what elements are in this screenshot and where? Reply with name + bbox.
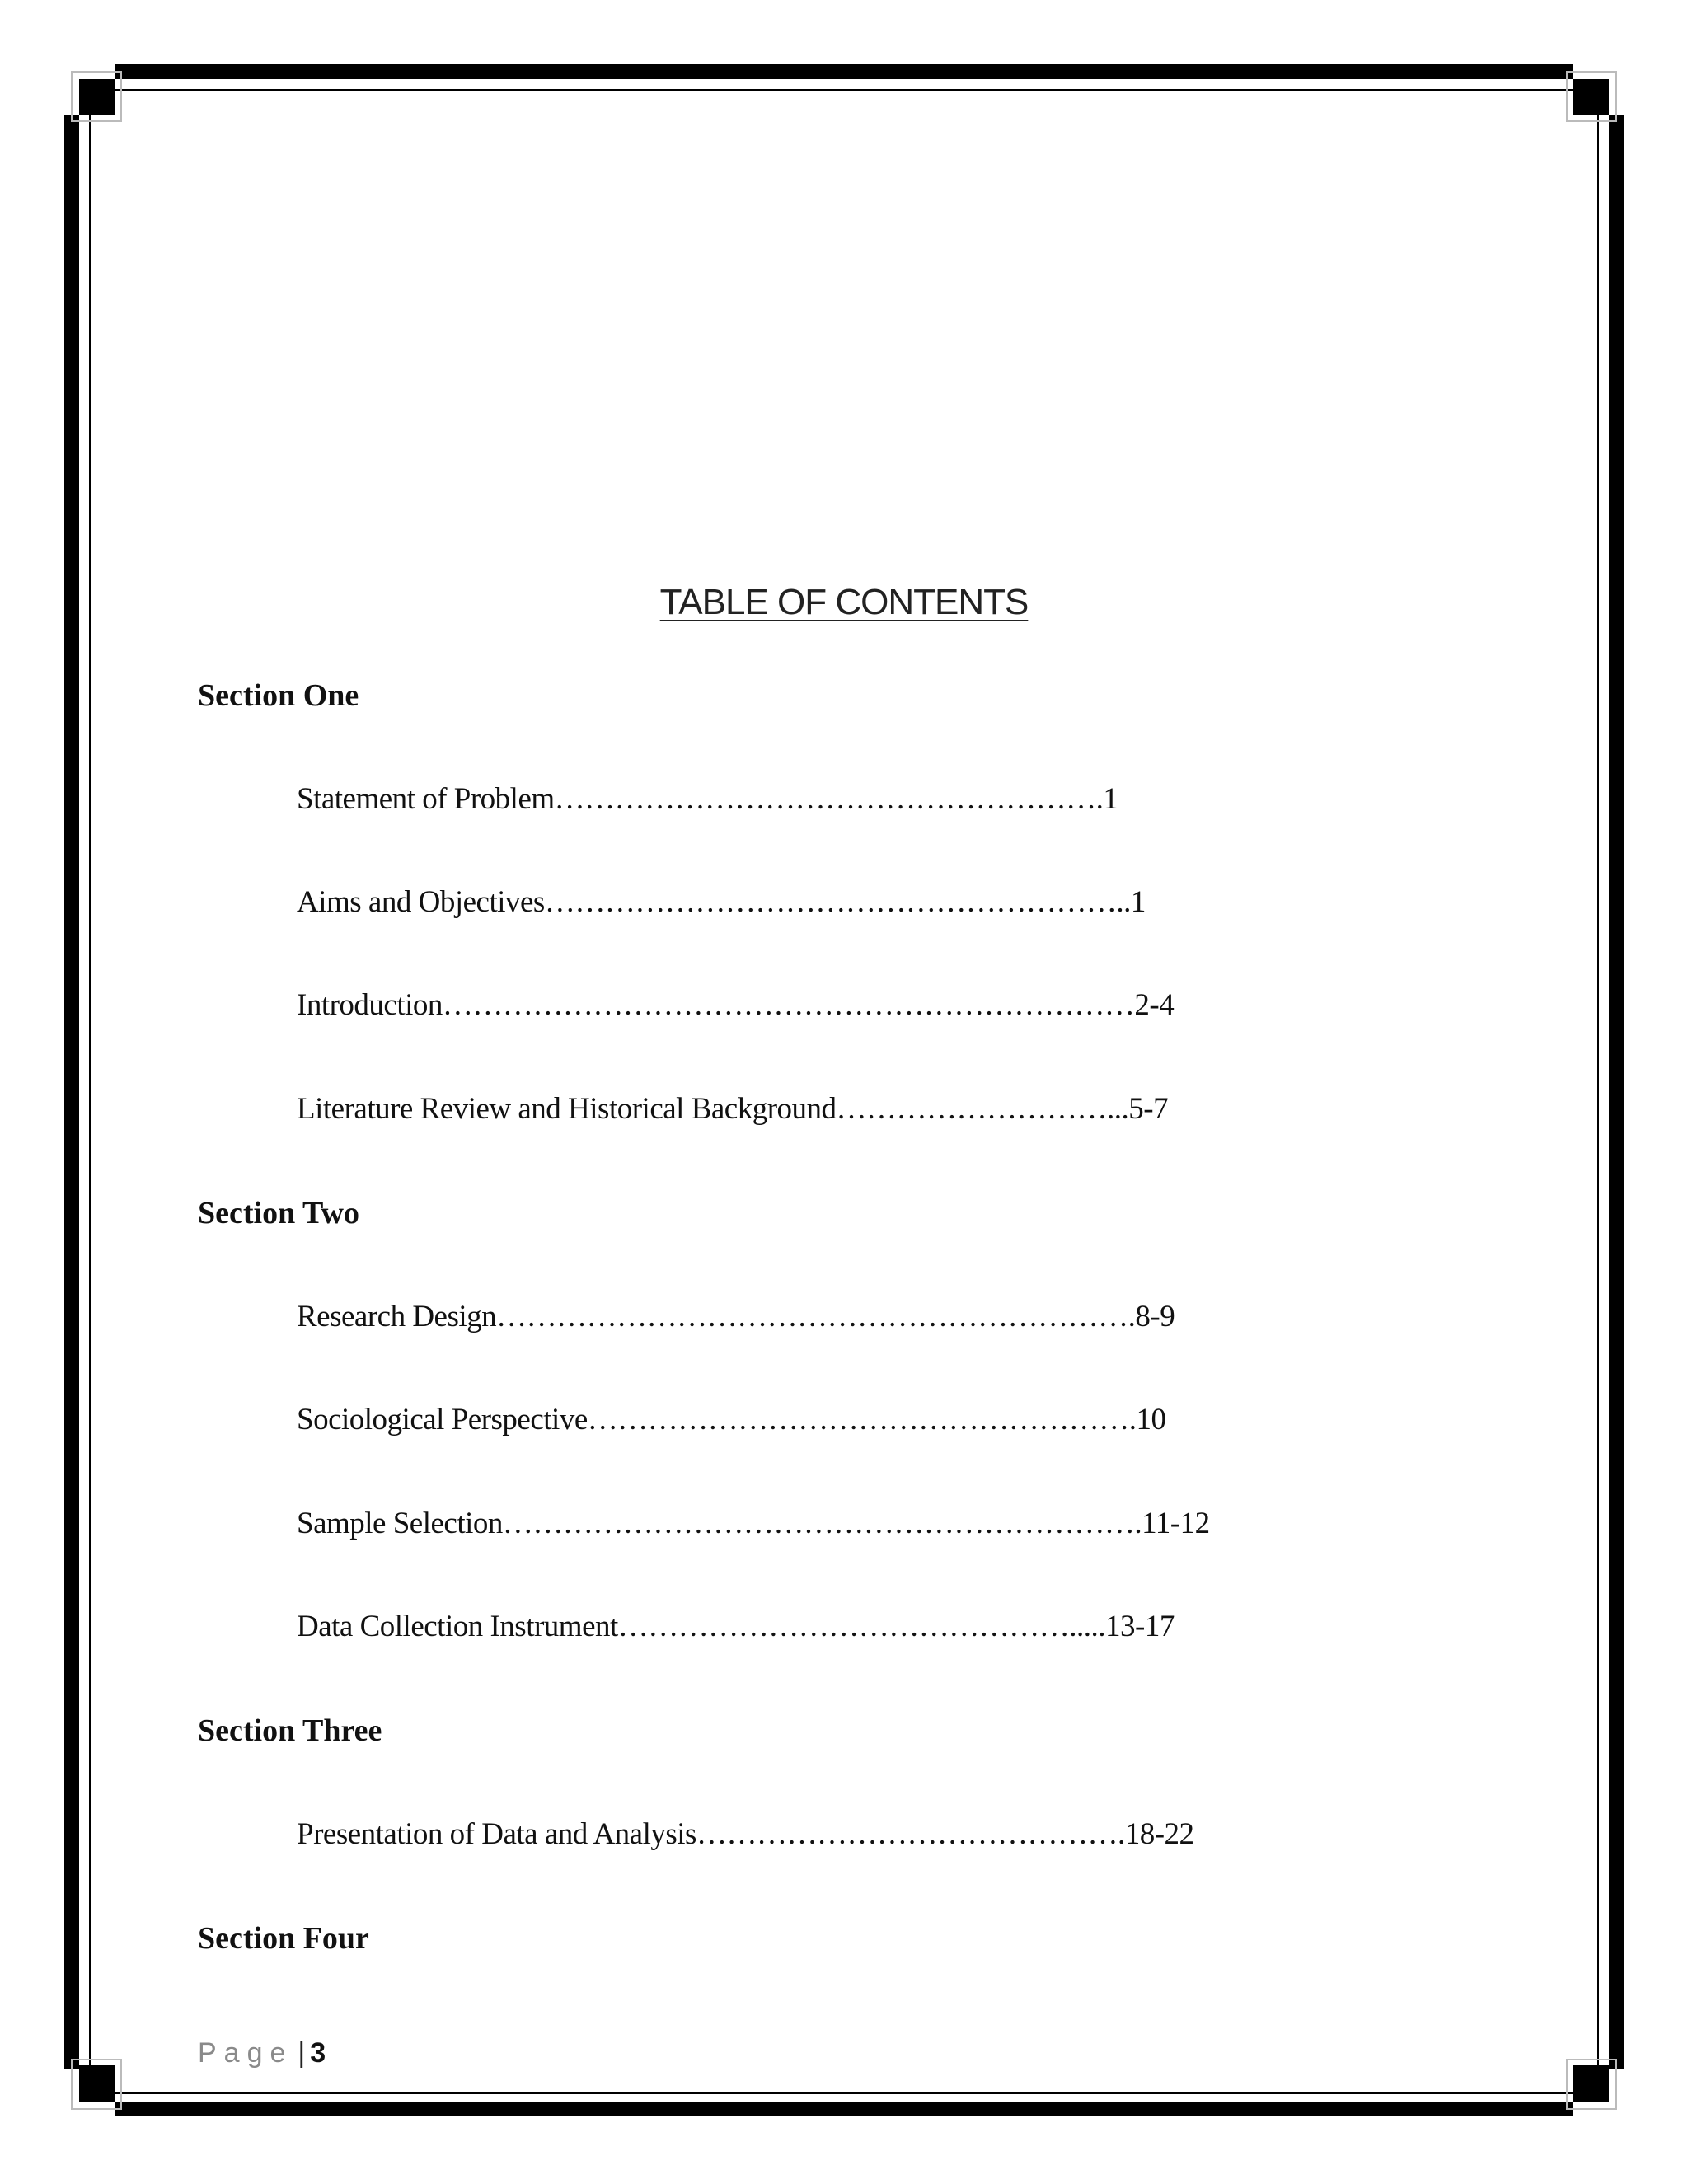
border-left-thin [89,115,91,2069]
toc-entry: Research Design……………………………………………………….8-9 [297,1300,1175,1333]
toc-entry: Aims and Objectives…………………………………………………..1 [297,885,1146,919]
section-heading-two: Section Two [198,1196,359,1230]
border-top-thick [115,64,1573,79]
toc-entry: Statement of Problem……………………………………………….1 [297,782,1118,816]
page-title [0,582,1688,623]
border-corner-top-left [79,79,115,115]
footer-separator: | [298,2037,306,2069]
page-title-text: TABLE OF CONTENTS [659,582,1029,622]
border-bottom-thick [115,2102,1573,2116]
toc-entry: Data Collection Instrument……………………………………….....13-17 [297,1610,1175,1643]
section-heading-three: Section Three [198,1713,382,1748]
toc-entry: Literature Review and Historical Background………………………...5-7 [297,1092,1169,1126]
border-corner-bottom-right [1573,2065,1609,2102]
border-right-thick [1609,115,1624,2069]
section-heading-four: Section Four [198,1921,369,1956]
border-top-thin [115,89,1573,91]
toc-entry: Presentation of Data and Analysis…………………………………….18-22 [297,1817,1194,1851]
footer-page-number: 3 [310,2037,326,2069]
border-left-thick [64,115,79,2069]
footer-page-word: Page [198,2037,293,2069]
section-heading-one: Section One [198,678,359,713]
border-bottom-thin [115,2092,1573,2094]
toc-entry: Introduction……………………………………………………………2-4 [297,988,1175,1022]
page-footer [198,2037,326,2069]
toc-entry: Sociological Perspective……………………………………………….10 [297,1403,1166,1436]
border-right-thin [1597,115,1599,2069]
toc-entry: Sample Selection……………………………………………………….11-12 [297,1507,1210,1540]
border-corner-top-right [1573,79,1609,115]
border-corner-bottom-left [79,2065,115,2102]
